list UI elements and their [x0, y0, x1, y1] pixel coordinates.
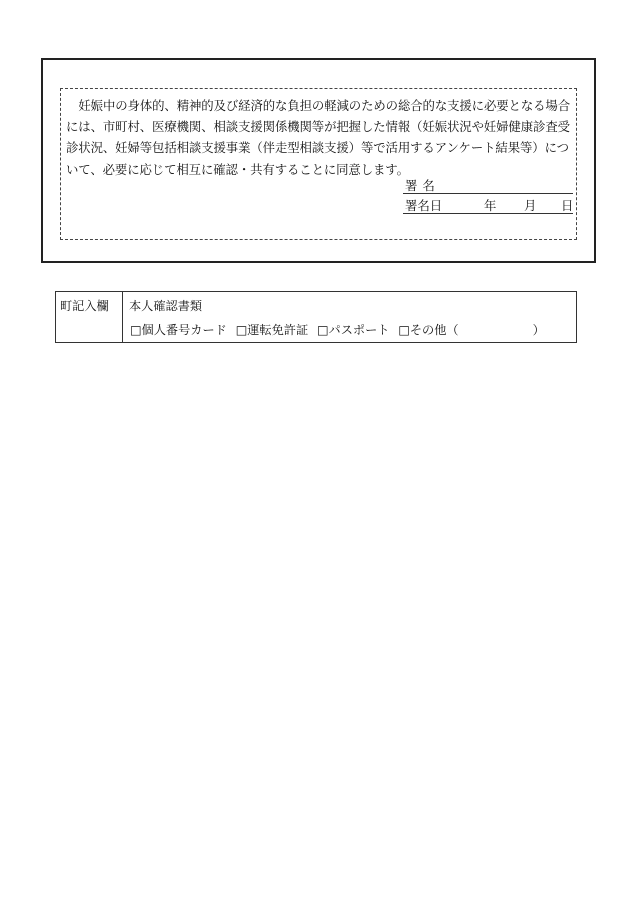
town-entry-table	[55, 291, 577, 343]
option-other[interactable]: □その他（	[398, 323, 459, 337]
consent-dashed-frame	[60, 88, 577, 240]
id-document-options	[130, 321, 545, 338]
town-entry-label: 町記入欄	[60, 299, 109, 313]
other-close-paren: ）	[532, 323, 545, 337]
month-label: 月	[524, 198, 537, 213]
signature-line[interactable]	[403, 174, 573, 194]
consent-form-box	[41, 58, 596, 263]
id-documents-heading: 本人確認書類	[129, 299, 203, 313]
option-passport[interactable]: □パスポート	[317, 323, 390, 337]
year-label: 年	[484, 198, 497, 213]
day-label: 日	[561, 198, 574, 213]
signature-block	[403, 174, 573, 214]
signature-date-label: 署名日	[405, 198, 443, 213]
signature-label: 署名	[405, 178, 440, 193]
town-entry-label-cell	[56, 292, 123, 342]
signature-date-line[interactable]	[403, 194, 573, 214]
option-drivers-license[interactable]: □運転免許証	[235, 323, 309, 337]
option-my-number-card[interactable]: □個人番号カード	[130, 323, 227, 337]
consent-statement: 妊娠中の身体的、精神的及び経済的な負担の軽減のための総合的な支援に必要となる場合には、市町村、医療機関、相談支援関係機関等が把握した情報（妊娠状況や妊婦健康診査受診状況、妊婦等包括相談支援事業（伴走型相談支援）等で活用するアンケート結果等）について、必要に応じて相互に確認・共有することに同意します。	[66, 98, 571, 177]
